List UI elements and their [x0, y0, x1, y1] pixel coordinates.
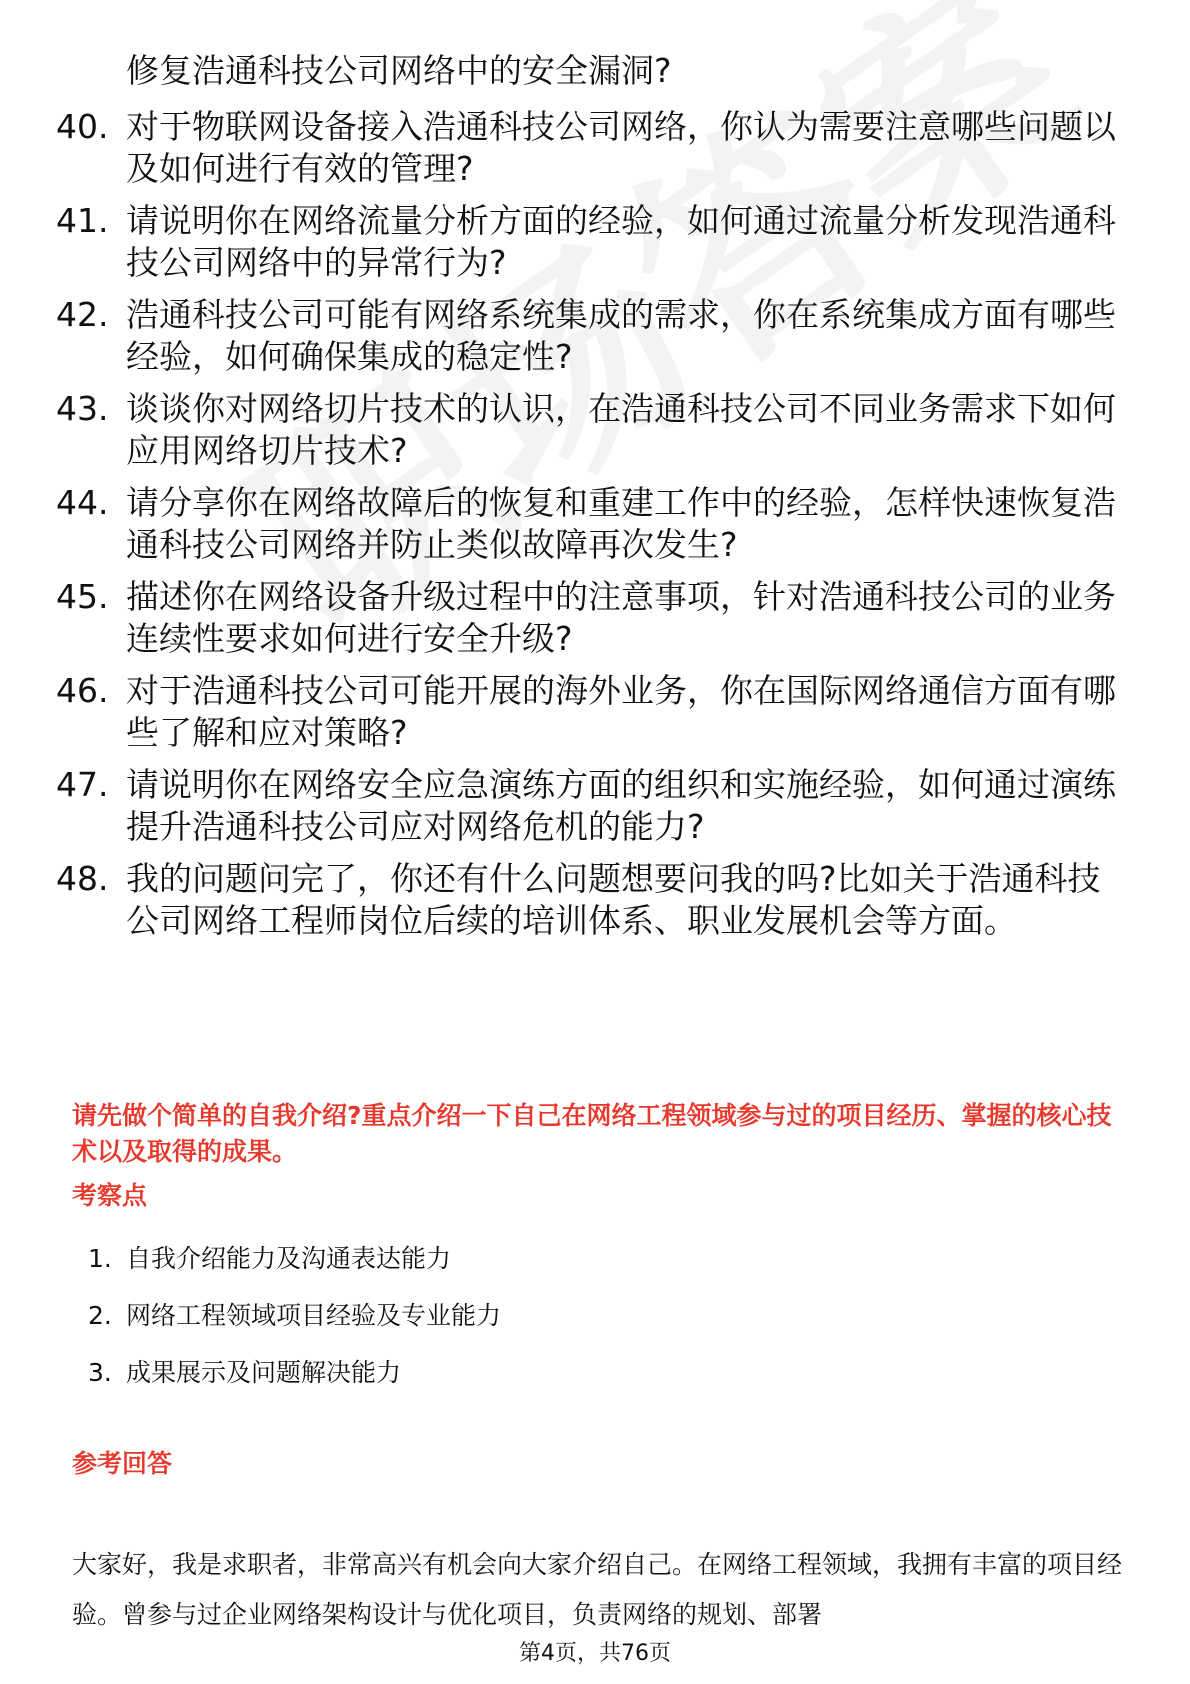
question-number: 45.	[56, 577, 109, 616]
question-number: 40.	[56, 107, 109, 146]
question-text: 请说明你在网络安全应急演练方面的组织和实施经验，如何通过演练提升浩通科技公司应对网络危机的能力?	[126, 765, 1116, 846]
question-number: 46.	[56, 671, 109, 710]
key-point-number: 3.	[88, 1358, 112, 1387]
question-text: 浩通科技公司可能有网络系统集成的需求，你在系统集成方面有哪些经验，如何确保集成的稳定性?	[126, 295, 1116, 376]
question-number: 48.	[56, 859, 109, 898]
highlight-question: 请先做个简单的自我介绍?重点介绍一下自己在网络工程领域参与过的项目经历、掌握的核心技术以及取得的成果。	[72, 1101, 1112, 1166]
question-text: 对于浩通科技公司可能开展的海外业务，你在国际网络通信方面有哪些了解和应对策略?	[126, 671, 1116, 752]
key-point-text: 成果展示及问题解决能力	[126, 1358, 402, 1387]
reference-answer-title: 参考回答	[72, 1449, 173, 1478]
page-footer: 第4页，共76页	[519, 1641, 671, 1666]
question-number: 42.	[56, 295, 109, 334]
question-continuation: 修复浩通科技公司网络中的安全漏洞?	[126, 51, 672, 90]
question-number: 41.	[56, 201, 109, 240]
question-text: 谈谈你对网络切片技术的认识，在浩通科技公司不同业务需求下如何应用网络切片技术?	[126, 389, 1116, 470]
key-point-text: 自我介绍能力及沟通表达能力	[126, 1244, 452, 1273]
question-text: 对于物联网设备接入浩通科技公司网络，你认为需要注意哪些问题以及如何进行有效的管理?	[126, 107, 1116, 188]
key-points-title: 考察点	[72, 1181, 148, 1210]
question-text: 描述你在网络设备升级过程中的注意事项，针对浩通科技公司的业务连续性要求如何进行安全升级?	[126, 577, 1116, 658]
question-number: 43.	[56, 389, 109, 428]
reference-answer-text: 大家好，我是求职者，非常高兴有机会向大家介绍自己。在网络工程领域，我拥有丰富的项目经验。曾参与过企业网络架构设计与优化项目，负责网络的规划、部署	[72, 1550, 1123, 1629]
question-number: 47.	[56, 765, 109, 804]
question-text: 请说明你在网络流量分析方面的经验，如何通过流量分析发现浩通科技公司网络中的异常行为?	[126, 201, 1116, 282]
question-number: 44.	[56, 483, 109, 522]
question-text: 我的问题问完了，你还有什么问题想要问我的吗?比如关于浩通科技公司网络工程师岗位后续的培训体系、职业发展机会等方面。	[126, 859, 1101, 940]
question-text: 请分享你在网络故障后的恢复和重建工作中的经验，怎样快速恢复浩通科技公司网络并防止类似故障再次发生?	[126, 483, 1116, 564]
key-point-number: 1.	[88, 1244, 112, 1273]
key-point-number: 2.	[88, 1301, 112, 1330]
key-point-text: 网络工程领域项目经验及专业能力	[126, 1301, 502, 1330]
